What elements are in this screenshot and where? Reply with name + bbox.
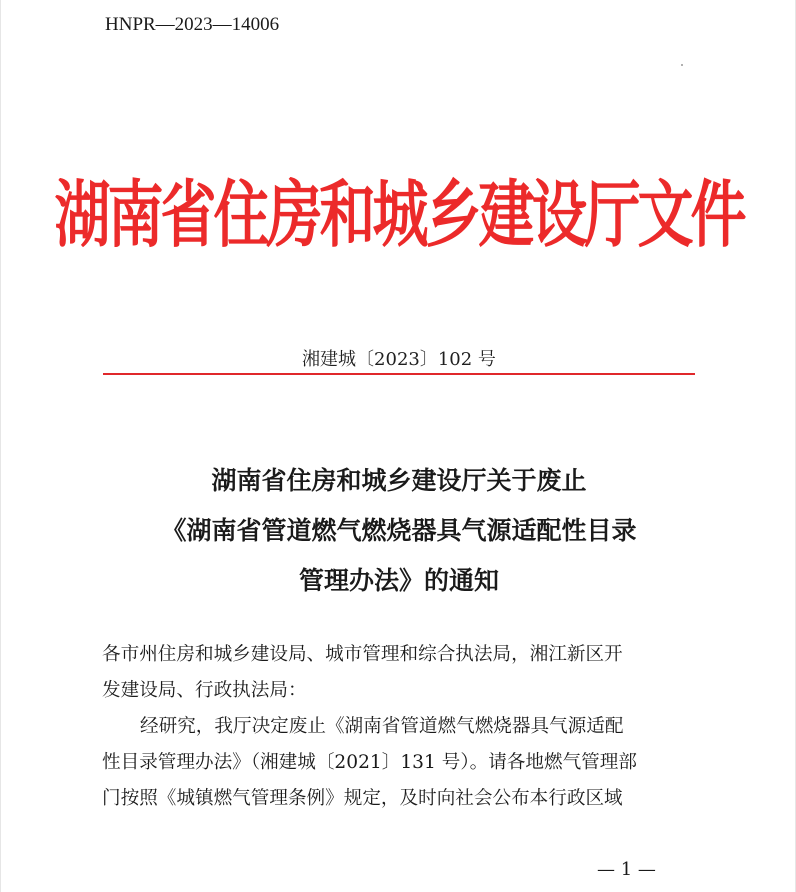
title-line: 《湖南省管道燃气燃烧器具气源适配性目录	[161, 516, 637, 545]
document-code: HNPR—2023—14006	[105, 14, 280, 35]
scan-speck	[681, 64, 683, 66]
body-line: 门按照《城镇燃气管理条例》规定，及时向社会公布本行政区域	[102, 788, 623, 809]
document-title	[1, 456, 796, 606]
title-line: 湖南省住房和城乡建设厅关于废止	[211, 466, 587, 495]
page-number: — 1 —	[597, 859, 656, 880]
red-separator-line	[103, 373, 695, 375]
document-body	[102, 637, 700, 817]
document-number: 湘建城〔2023〕102 号	[302, 349, 496, 370]
issuer-heading: 湖南省住房和城乡建设厅文件	[54, 173, 744, 259]
body-line: 经研究，我厅决定废止《湖南省管道燃气燃烧器具气源适配	[140, 716, 624, 737]
title-line: 管理办法》的通知	[298, 566, 499, 595]
body-line: 性目录管理办法》（湘建城〔2021〕131 号）。请各地燃气管理部	[102, 752, 637, 773]
body-line: 各市州住房和城乡建设局、城市管理和综合执法局，湘江新区开	[102, 644, 623, 665]
body-line: 发建设局、行政执法局：	[102, 680, 307, 701]
